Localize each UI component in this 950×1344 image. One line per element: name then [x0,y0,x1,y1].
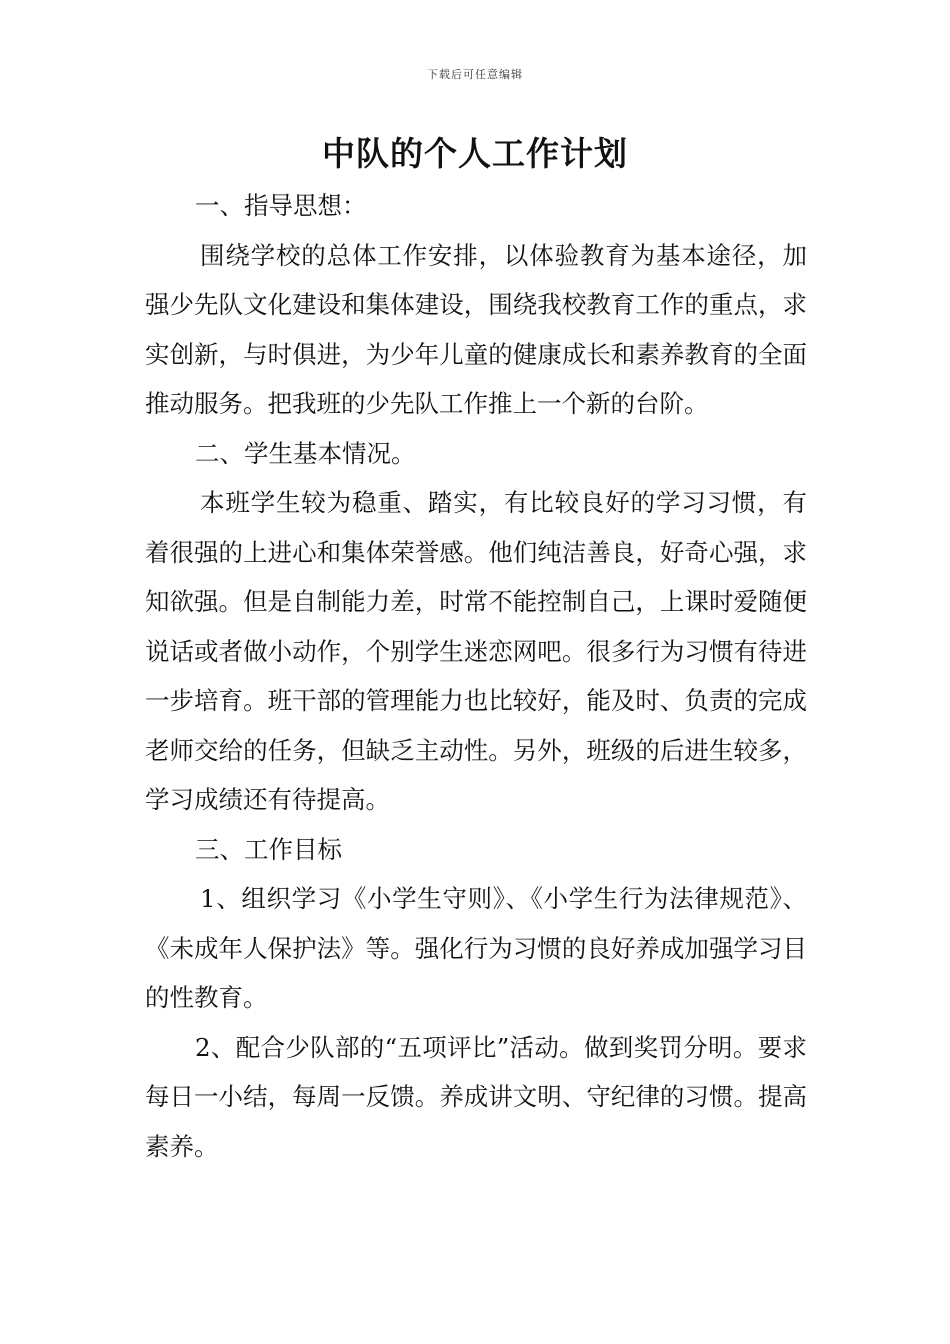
document-title: 中队的个人工作计划 [322,134,628,173]
section-3-item-2: 2、配合少队部的“五项评比”活动。做到奖罚分明。要求每日一小结，每周一反馈。养成讲文明、守纪律的习惯。提高素养。 [145,1032,807,1161]
section-2-heading: 二、学生基本情况。 [195,438,416,468]
section-1-heading: 一、指导思想： [195,191,367,220]
section-3-item-1: 1、组织学习《小学生守则》、《小学生行为法律规范》、《未成年人保护法》等。强化行为习惯的良好养成加强学习目的性教育。 [145,884,807,1012]
document-body [145,181,807,1171]
header-note: 下载后可任意编辑 [427,68,523,81]
section-3-heading: 三、工作目标 [195,834,342,864]
section-1-paragraph: 围绕学校的总体工作安排，以体验教育为基本途径，加强少先队文化建设和集体建设，围绕我校教育工作的重点，求实创新，与时俱进，为少年儿童的健康成长和素养教育的全面推动服务。把我班的少先队工作推上一个新的台阶。 [145,240,807,418]
section-2-paragraph: 本班学生较为稳重、踏实，有比较良好的学习习惯，有着很强的上进心和集体荣誉感。他们纯洁善良，好奇心强，求知欲强。但是自制能力差，时常不能控制自己，上课时爱随便说话或者做小动作，个别学生迷恋网吧。很多行为习惯有待进一步培育。班干部的管理能力也比较好，能及时、负责的完成老师交给的任务，但缺乏主动性。另外，班级的后进生较多，学习成绩还有待提高。 [145,488,807,814]
